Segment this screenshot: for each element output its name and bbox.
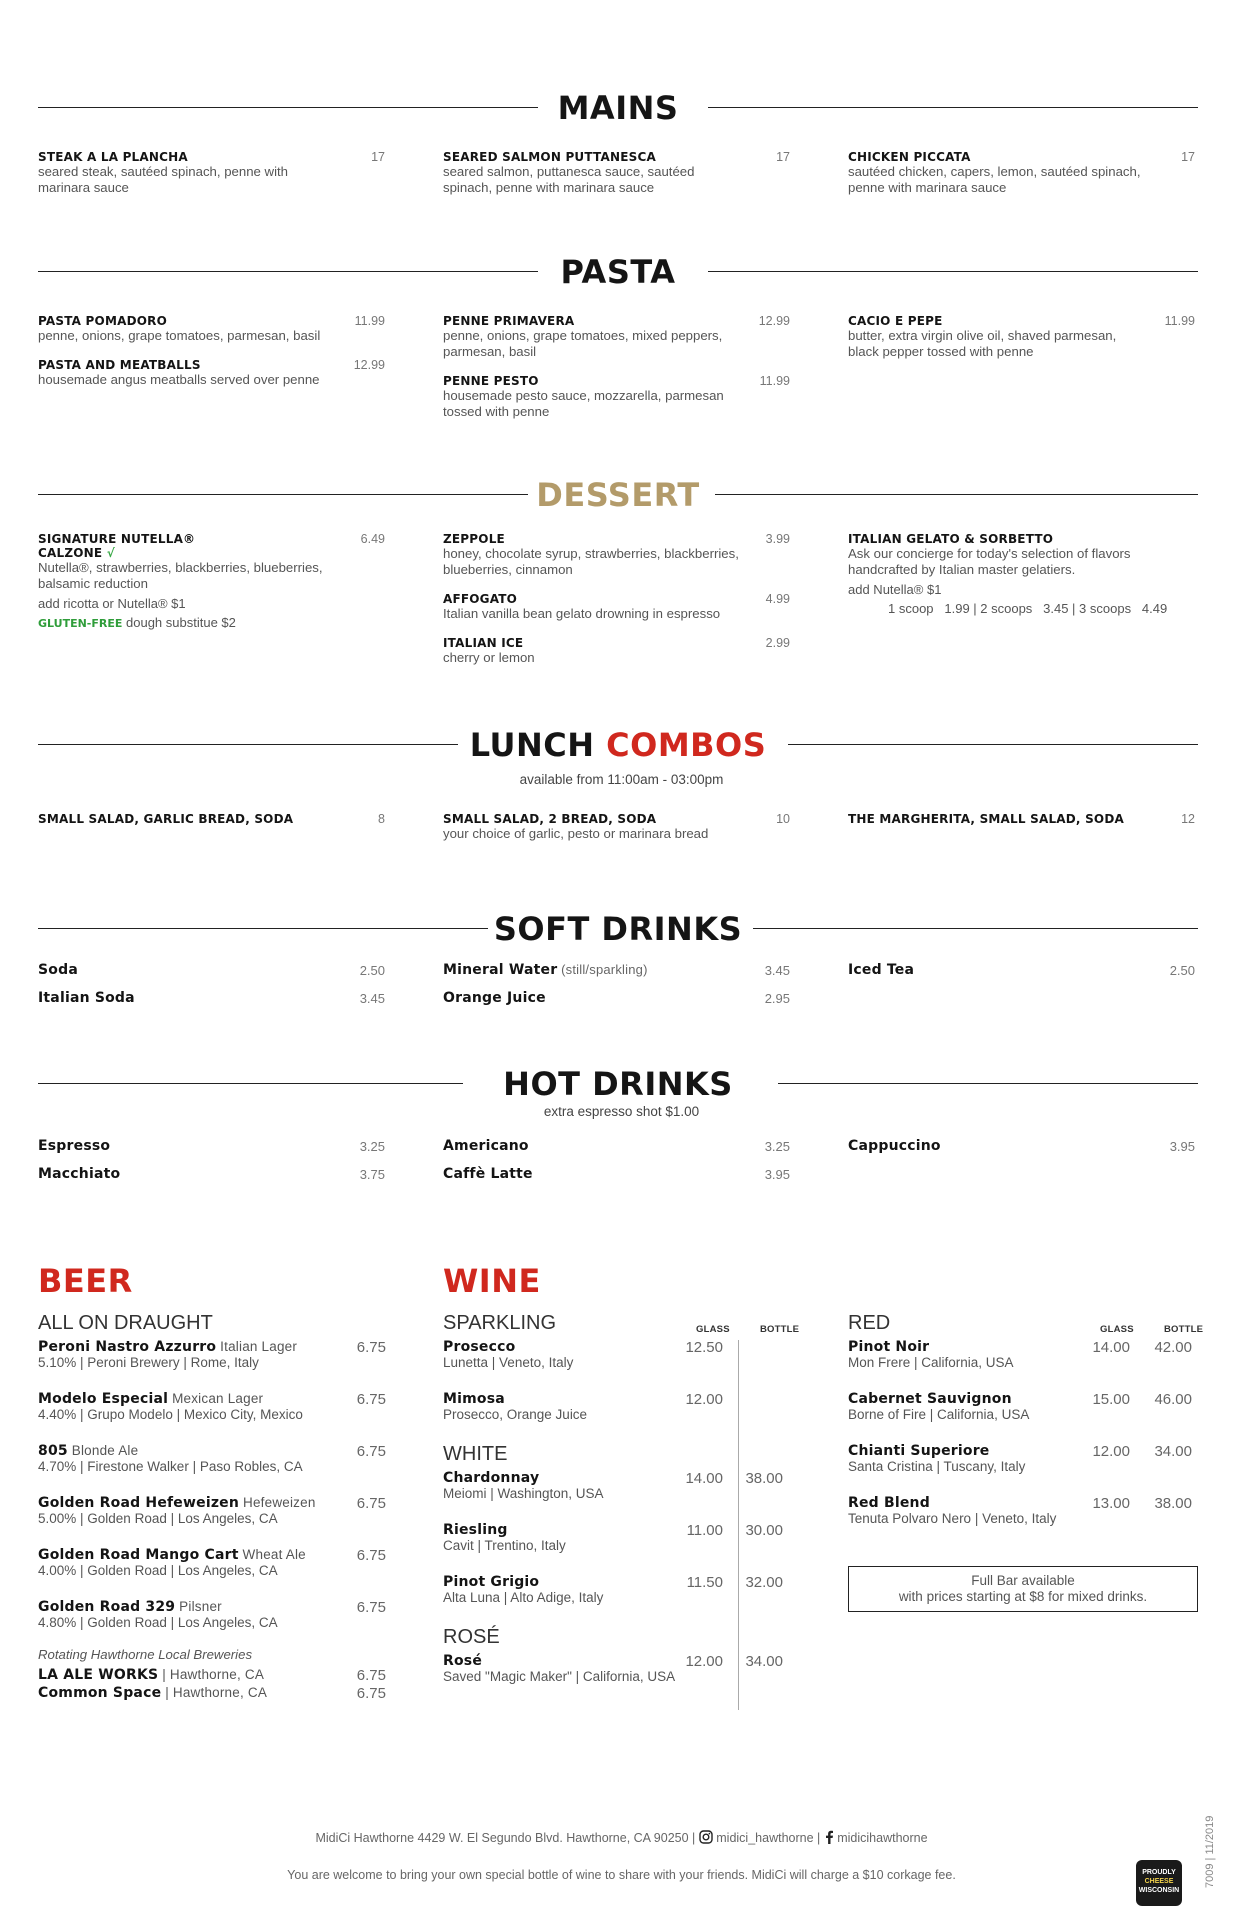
- beer-name-wrap: [38, 1495, 386, 1511]
- wine-name: Mimosa: [443, 1391, 505, 1407]
- beer-price: 6.75: [356, 1599, 386, 1616]
- local-beer-item: [38, 1667, 386, 1683]
- bottle-header: BOTTLE: [760, 1324, 800, 1335]
- wine-desc: Lunetta | Veneto, Italy: [443, 1355, 574, 1370]
- item-name-line2: [38, 546, 385, 560]
- hot-col-2: [443, 1138, 790, 1194]
- drink-row: [38, 1138, 385, 1166]
- wine-desc: Cavit | Trentino, Italy: [443, 1538, 566, 1553]
- menu-item: [443, 374, 790, 420]
- white-label: WHITE: [443, 1443, 508, 1465]
- item-name: CACIO E PEPE: [848, 314, 943, 328]
- drink-row: [443, 990, 790, 1018]
- drink-name: Caffè Latte: [443, 1166, 533, 1182]
- item-desc: sautéed chicken, capers, lemon, sautéed spinach, penne with marinara sauce: [848, 164, 1141, 195]
- drink-name-wrap: [443, 962, 790, 978]
- glass-header: GLASS: [1100, 1324, 1134, 1335]
- drink-name: Mineral Water: [443, 962, 558, 978]
- drink-price: 2.50: [1169, 963, 1195, 978]
- beer-name: Peroni Nastro Azzurro: [38, 1339, 217, 1355]
- item-desc: honey, chocolate syrup, strawberries, blackberries, blueberries, cinnamon: [443, 546, 739, 577]
- gluten-free-note: [38, 615, 385, 630]
- lunch-title: [38, 722, 1198, 768]
- item-name: PENNE PESTO: [443, 374, 539, 388]
- wine-glass-price: 13.00: [1092, 1495, 1130, 1512]
- drink-name: Iced Tea: [848, 962, 915, 978]
- wine-desc: Mon Frere | California, USA: [848, 1355, 1014, 1370]
- drink-price: 3.95: [764, 1167, 790, 1182]
- full-bar-line2: with prices starting at $8 for mixed drinks.: [898, 1589, 1148, 1604]
- lunch-title-b: COMBOS: [606, 726, 767, 764]
- beer-desc: 4.40% | Grupo Modelo | Mexico City, Mexico: [38, 1407, 303, 1422]
- dessert-col-2: [443, 532, 790, 680]
- beer-name: Golden Road 329: [38, 1599, 176, 1615]
- print-code: 7009 | 11/2019: [1204, 1815, 1216, 1888]
- beer-price: 6.75: [356, 1443, 386, 1460]
- hot-drinks-title: HOT DRINKS: [503, 1065, 733, 1103]
- beer-price: 6.75: [356, 1547, 386, 1564]
- item-price: 6.49: [360, 532, 385, 546]
- beer-name-wrap: [38, 1547, 386, 1563]
- item-desc: housemade angus meatballs served over penne: [38, 372, 320, 387]
- drink-name: Italian Soda: [38, 990, 135, 1006]
- local-name-wrap: [38, 1667, 386, 1683]
- item-name: SEARED SALMON PUTTANESCA: [443, 150, 656, 164]
- drink-row: [848, 1138, 1195, 1166]
- bottle-header: BOTTLE: [1164, 1324, 1204, 1335]
- beer-desc: 5.00% | Golden Road | Los Angeles, CA: [38, 1511, 278, 1526]
- wine-item: [848, 1495, 1196, 1527]
- item-name: ITALIAN ICE: [443, 636, 524, 650]
- full-bar-box: [848, 1566, 1198, 1612]
- drink-row: [38, 962, 385, 990]
- item-desc: seared steak, sautéed spinach, penne with marinara sauce: [38, 164, 288, 195]
- beer-item: [38, 1443, 386, 1475]
- item-desc: seared salmon, puttanesca sauce, sautéed spinach, penne with marinara sauce: [443, 164, 695, 195]
- wine-title: WINE: [443, 1262, 541, 1300]
- drink-row: [38, 1166, 385, 1194]
- item-desc: butter, extra virgin olive oil, shaved parmesan, black pepper tossed with penne: [848, 328, 1117, 359]
- rotating-label: Rotating Hawthorne Local Breweries: [38, 1647, 253, 1662]
- mains-col-3: [848, 150, 1195, 210]
- menu-item: [848, 150, 1195, 196]
- menu-item: [443, 812, 790, 842]
- local-name: LA ALE WORKS: [38, 1667, 159, 1683]
- badge-line1: PROUDLY: [1142, 1869, 1176, 1876]
- wine-item: [848, 1391, 1196, 1423]
- menu-item: [38, 532, 385, 630]
- beer-item: [38, 1547, 386, 1579]
- wine-col: [443, 1312, 791, 1705]
- menu-item: [38, 150, 385, 196]
- beer-item: [38, 1391, 386, 1423]
- drink-row: [443, 1166, 790, 1194]
- soft-col-2: [443, 962, 790, 1018]
- pasta-col-2: [443, 314, 790, 434]
- badge-line2: CHEESE: [1144, 1878, 1174, 1885]
- wine-name: Prosecco: [443, 1339, 516, 1355]
- item-name: PASTA POMADORO: [38, 314, 167, 328]
- beer-price: 6.75: [356, 1339, 386, 1356]
- menu-item: [848, 812, 1195, 826]
- item-name: SMALL SALAD, 2 BREAD, SODA: [443, 812, 657, 826]
- wine-desc: Saved "Magic Maker" | California, USA: [443, 1669, 676, 1684]
- red-label: RED: [848, 1312, 891, 1334]
- item-price: 10: [776, 812, 790, 826]
- beer-title: BEER: [38, 1262, 133, 1300]
- item-desc: cherry or lemon: [443, 650, 535, 665]
- wine-item: [443, 1470, 791, 1502]
- drink-name: Espresso: [38, 1138, 111, 1154]
- drink-name: Macchiato: [38, 1166, 121, 1182]
- beer-style: Wheat Ale: [238, 1547, 306, 1562]
- wine-desc: Tenuta Polvaro Nero | Veneto, Italy: [848, 1511, 1057, 1526]
- item-price: 17: [1181, 150, 1195, 164]
- item-desc: Nutella®, strawberries, blackberries, blueberries, balsamic reduction: [38, 560, 323, 591]
- red-wine-col: [848, 1312, 1196, 1547]
- hot-col-3: [848, 1138, 1195, 1166]
- drink-name: Cappuccino: [848, 1138, 941, 1154]
- drink-price: 2.95: [764, 991, 790, 1006]
- gluten-free-label: GLUTEN-FREE: [38, 617, 123, 630]
- wine-glass-price: 12.00: [1092, 1443, 1130, 1460]
- beer-price: 6.75: [356, 1495, 386, 1512]
- item-price: 12: [1181, 812, 1195, 826]
- wisconsin-cheese-badge: [1136, 1860, 1182, 1906]
- sparkling-label: SPARKLING: [443, 1312, 556, 1334]
- beer-desc: 4.70% | Firestone Walker | Paso Robles, CA: [38, 1459, 303, 1474]
- wine-name: Cabernet Sauvignon: [848, 1391, 1012, 1407]
- wine-name: Riesling: [443, 1522, 508, 1538]
- pasta-col-1: [38, 314, 385, 402]
- item-name: THE MARGHERITA, SMALL SALAD, SODA: [848, 812, 1124, 826]
- drink-price: 3.95: [1169, 1139, 1195, 1154]
- beer-desc: 4.00% | Golden Road | Los Angeles, CA: [38, 1563, 278, 1578]
- drink-price: 3.25: [764, 1139, 790, 1154]
- wine-glass-price: 11.50: [686, 1574, 723, 1591]
- menu-item: [443, 314, 790, 360]
- drink-variant: (still/sparkling): [557, 962, 648, 977]
- local-name: Common Space: [38, 1685, 162, 1701]
- beer-name-wrap: [38, 1391, 386, 1407]
- beer-col: [38, 1312, 386, 1701]
- menu-item: [443, 532, 790, 578]
- wine-bottle-price: 32.00: [745, 1574, 783, 1591]
- item-name: ZEPPOLE: [443, 532, 505, 546]
- glass-header: GLASS: [696, 1324, 730, 1335]
- drink-price: 2.50: [359, 963, 385, 978]
- wine-bottle-price: 38.00: [1154, 1495, 1192, 1512]
- beer-name-wrap: [38, 1443, 386, 1459]
- beer-style: Italian Lager: [216, 1339, 298, 1354]
- wine-item: [443, 1522, 791, 1554]
- dessert-header: [38, 472, 1198, 518]
- item-name: PENNE PRIMAVERA: [443, 314, 575, 328]
- wine-bottle-price: 42.00: [1154, 1339, 1192, 1356]
- gluten-free-text: dough substitue $2: [126, 615, 236, 630]
- local-beer-item: [38, 1685, 386, 1701]
- beer-name: Golden Road Mango Cart: [38, 1547, 239, 1563]
- local-name-wrap: [38, 1685, 386, 1701]
- beer-name: 805: [38, 1443, 68, 1459]
- corkage-note: You are welcome to bring your own special bottle of wine to share with your friends. MidiCi will charge a $10 corkage fee.: [287, 1868, 956, 1882]
- item-name: AFFOGATO: [443, 592, 518, 606]
- scoop-prices: 1 scoop 1.99 | 2 scoops 3.45 | 3 scoops 4.49: [888, 601, 1168, 616]
- beer-category: ALL ON DRAUGHT: [38, 1312, 213, 1334]
- local-price: 6.75: [356, 1685, 386, 1702]
- beer-name: Modelo Especial: [38, 1391, 169, 1407]
- pasta-header: [38, 249, 1198, 295]
- item-price: 3.99: [765, 532, 790, 546]
- dessert-col-3: [848, 532, 1195, 630]
- drink-row: [443, 1138, 790, 1166]
- menu-item: [38, 812, 385, 826]
- wine-bottle-price: 34.00: [745, 1653, 783, 1670]
- drink-price: 3.45: [764, 963, 790, 978]
- wine-item: [443, 1339, 791, 1371]
- mains-col-2: [443, 150, 790, 210]
- mains-header: [38, 85, 1198, 131]
- wine-name: Pinot Grigio: [443, 1574, 540, 1590]
- item-price: 12.99: [758, 314, 790, 328]
- addon-note: add Nutella® $1: [848, 582, 942, 597]
- wine-desc: Meiomi | Washington, USA: [443, 1486, 604, 1501]
- item-desc: housemade pesto sauce, mozzarella, parmesan tossed with penne: [443, 388, 724, 419]
- mains-title: MAINS: [557, 89, 679, 127]
- item-price: 2.99: [765, 636, 790, 650]
- wine-glass-price: 14.00: [1092, 1339, 1130, 1356]
- wine-glass-price: 14.00: [685, 1470, 723, 1487]
- item-name-cont: CALZONE: [38, 546, 103, 560]
- wine-item: [848, 1443, 1196, 1475]
- item-desc: penne, onions, grape tomatoes, parmesan, basil: [38, 328, 321, 343]
- wine-glass-price: 15.00: [1092, 1391, 1130, 1408]
- beer-name-wrap: [38, 1599, 386, 1615]
- dessert-title: DESSERT: [536, 476, 700, 514]
- footer-facebook[interactable]: midicihawthorne: [837, 1831, 928, 1845]
- wine-desc: Prosecco, Orange Juice: [443, 1407, 588, 1422]
- soft-drinks-header: [38, 906, 1198, 952]
- beer-name: Golden Road Hefeweizen: [38, 1495, 240, 1511]
- wine-item: [443, 1653, 791, 1685]
- pasta-title: PASTA: [560, 253, 676, 291]
- drink-price: 3.75: [359, 1167, 385, 1182]
- soft-col-3: [848, 962, 1195, 990]
- wine-name: Red Blend: [848, 1495, 930, 1511]
- item-desc: Ask our concierge for today's selection of flavors handcrafted by Italian master gelatiers.: [848, 546, 1131, 577]
- item-desc: penne, onions, grape tomatoes, mixed peppers, parmesan, basil: [443, 328, 723, 359]
- drink-price: 3.25: [359, 1139, 385, 1154]
- hot-col-1: [38, 1138, 385, 1194]
- beer-price: 6.75: [356, 1391, 386, 1408]
- local-price: 6.75: [356, 1667, 386, 1684]
- wine-item: [443, 1391, 791, 1423]
- item-name: STEAK A LA PLANCHA: [38, 150, 188, 164]
- beer-item: [38, 1599, 386, 1631]
- wine-bottle-price: 46.00: [1154, 1391, 1192, 1408]
- dessert-col-1: [38, 532, 385, 644]
- wine-bottle-price: 34.00: [1154, 1443, 1192, 1460]
- item-price: 11.99: [1164, 314, 1195, 328]
- lunch-col-1: [38, 812, 385, 840]
- menu-item: [443, 592, 790, 622]
- wine-glass-price: 12.00: [685, 1653, 723, 1670]
- wine-name: Pinot Noir: [848, 1339, 930, 1355]
- badge-line3: WISCONSIN: [1138, 1887, 1180, 1894]
- full-bar-line1: Full Bar available: [971, 1573, 1075, 1588]
- local-loc: | Hawthorne, CA: [158, 1667, 265, 1682]
- rose-label: ROSÉ: [443, 1626, 500, 1648]
- wine-bottle-price: 30.00: [745, 1522, 783, 1539]
- lunch-title-a: LUNCH: [469, 726, 607, 764]
- pasta-col-3: [848, 314, 1195, 374]
- item-price: 11.99: [759, 374, 790, 388]
- drink-row: [38, 990, 385, 1018]
- wine-item: [443, 1574, 791, 1606]
- beer-style: Blonde Ale: [67, 1443, 139, 1458]
- wine-glass-price: 12.50: [685, 1339, 723, 1356]
- item-price: 12.99: [353, 358, 385, 372]
- menu-item: [848, 532, 1195, 616]
- mains-col-1: [38, 150, 385, 210]
- item-name: PASTA AND MEATBALLS: [38, 358, 201, 372]
- wine-glass-price: 12.00: [685, 1391, 723, 1408]
- wine-name: Chianti Superiore: [848, 1443, 990, 1459]
- wine-desc: Borne of Fire | California, USA: [848, 1407, 1030, 1422]
- drink-name: Orange Juice: [443, 990, 546, 1006]
- lunch-subtitle: available from 11:00am - 03:00pm: [519, 772, 724, 787]
- soft-col-1: [38, 962, 385, 1018]
- item-price: 11.99: [354, 314, 385, 328]
- item-price: 17: [776, 150, 790, 164]
- wine-desc: Alta Luna | Alto Adige, Italy: [443, 1590, 604, 1605]
- wine-name: Rosé: [443, 1653, 483, 1669]
- wine-name: Chardonnay: [443, 1470, 540, 1486]
- item-price: 17: [371, 150, 385, 164]
- footer-contact: [0, 1830, 1243, 1845]
- drink-price: 3.45: [359, 991, 385, 1006]
- wine-item: [848, 1339, 1196, 1371]
- drink-row: [848, 962, 1195, 990]
- local-loc: | Hawthorne, CA: [161, 1685, 268, 1700]
- menu-item: [38, 314, 385, 344]
- beer-desc: 5.10% | Peroni Brewery | Rome, Italy: [38, 1355, 259, 1370]
- beer-item: [38, 1495, 386, 1527]
- addon-note: add ricotta or Nutella® $1: [38, 596, 186, 611]
- item-price: 4.99: [765, 592, 790, 606]
- soft-drinks-title: SOFT DRINKS: [493, 910, 743, 948]
- instagram-icon[interactable]: [699, 1830, 713, 1844]
- wine-bottle-price: 38.00: [745, 1470, 783, 1487]
- wine-desc: Santa Cristina | Tuscany, Italy: [848, 1459, 1026, 1474]
- item-name: SIGNATURE NUTELLA®: [38, 532, 196, 546]
- item-name: CHICKEN PICCATA: [848, 150, 971, 164]
- item-name: ITALIAN GELATO & SORBETTO: [848, 532, 1054, 546]
- beer-item: [38, 1339, 386, 1371]
- item-price: 8: [378, 812, 385, 826]
- hot-drinks-header: [38, 1061, 1198, 1107]
- wine-glass-price: 11.00: [686, 1522, 723, 1539]
- beer-name-wrap: [38, 1339, 386, 1355]
- drink-name: Soda: [38, 962, 78, 978]
- lunch-col-2: [443, 812, 790, 856]
- beer-desc: 4.80% | Golden Road | Los Angeles, CA: [38, 1615, 278, 1630]
- facebook-icon[interactable]: [824, 1830, 834, 1844]
- lunch-header: [38, 722, 1198, 768]
- menu-item: [848, 314, 1195, 360]
- drink-name: Americano: [443, 1138, 529, 1154]
- menu-item: [443, 636, 790, 666]
- drink-row: [443, 962, 790, 990]
- menu-item: [38, 358, 385, 388]
- beer-style: Mexican Lager: [168, 1391, 264, 1406]
- item-desc: your choice of garlic, pesto or marinara bread: [443, 826, 709, 841]
- menu-item: [443, 150, 790, 196]
- item-desc: Italian vanilla bean gelato drowning in espresso: [443, 606, 721, 621]
- footer-instagram[interactable]: midici_hawthorne |: [716, 1831, 821, 1845]
- beer-style: Pilsner: [175, 1599, 222, 1614]
- lunch-col-3: [848, 812, 1195, 840]
- beer-style: Hefeweizen: [239, 1495, 316, 1510]
- hot-drinks-subtitle: extra espresso shot $1.00: [543, 1104, 700, 1119]
- check-icon: √: [106, 546, 115, 560]
- item-name: SMALL SALAD, GARLIC BREAD, SODA: [38, 812, 294, 826]
- footer-address: MidiCi Hawthorne 4429 W. El Segundo Blvd. Hawthorne, CA 90250 |: [315, 1831, 696, 1845]
